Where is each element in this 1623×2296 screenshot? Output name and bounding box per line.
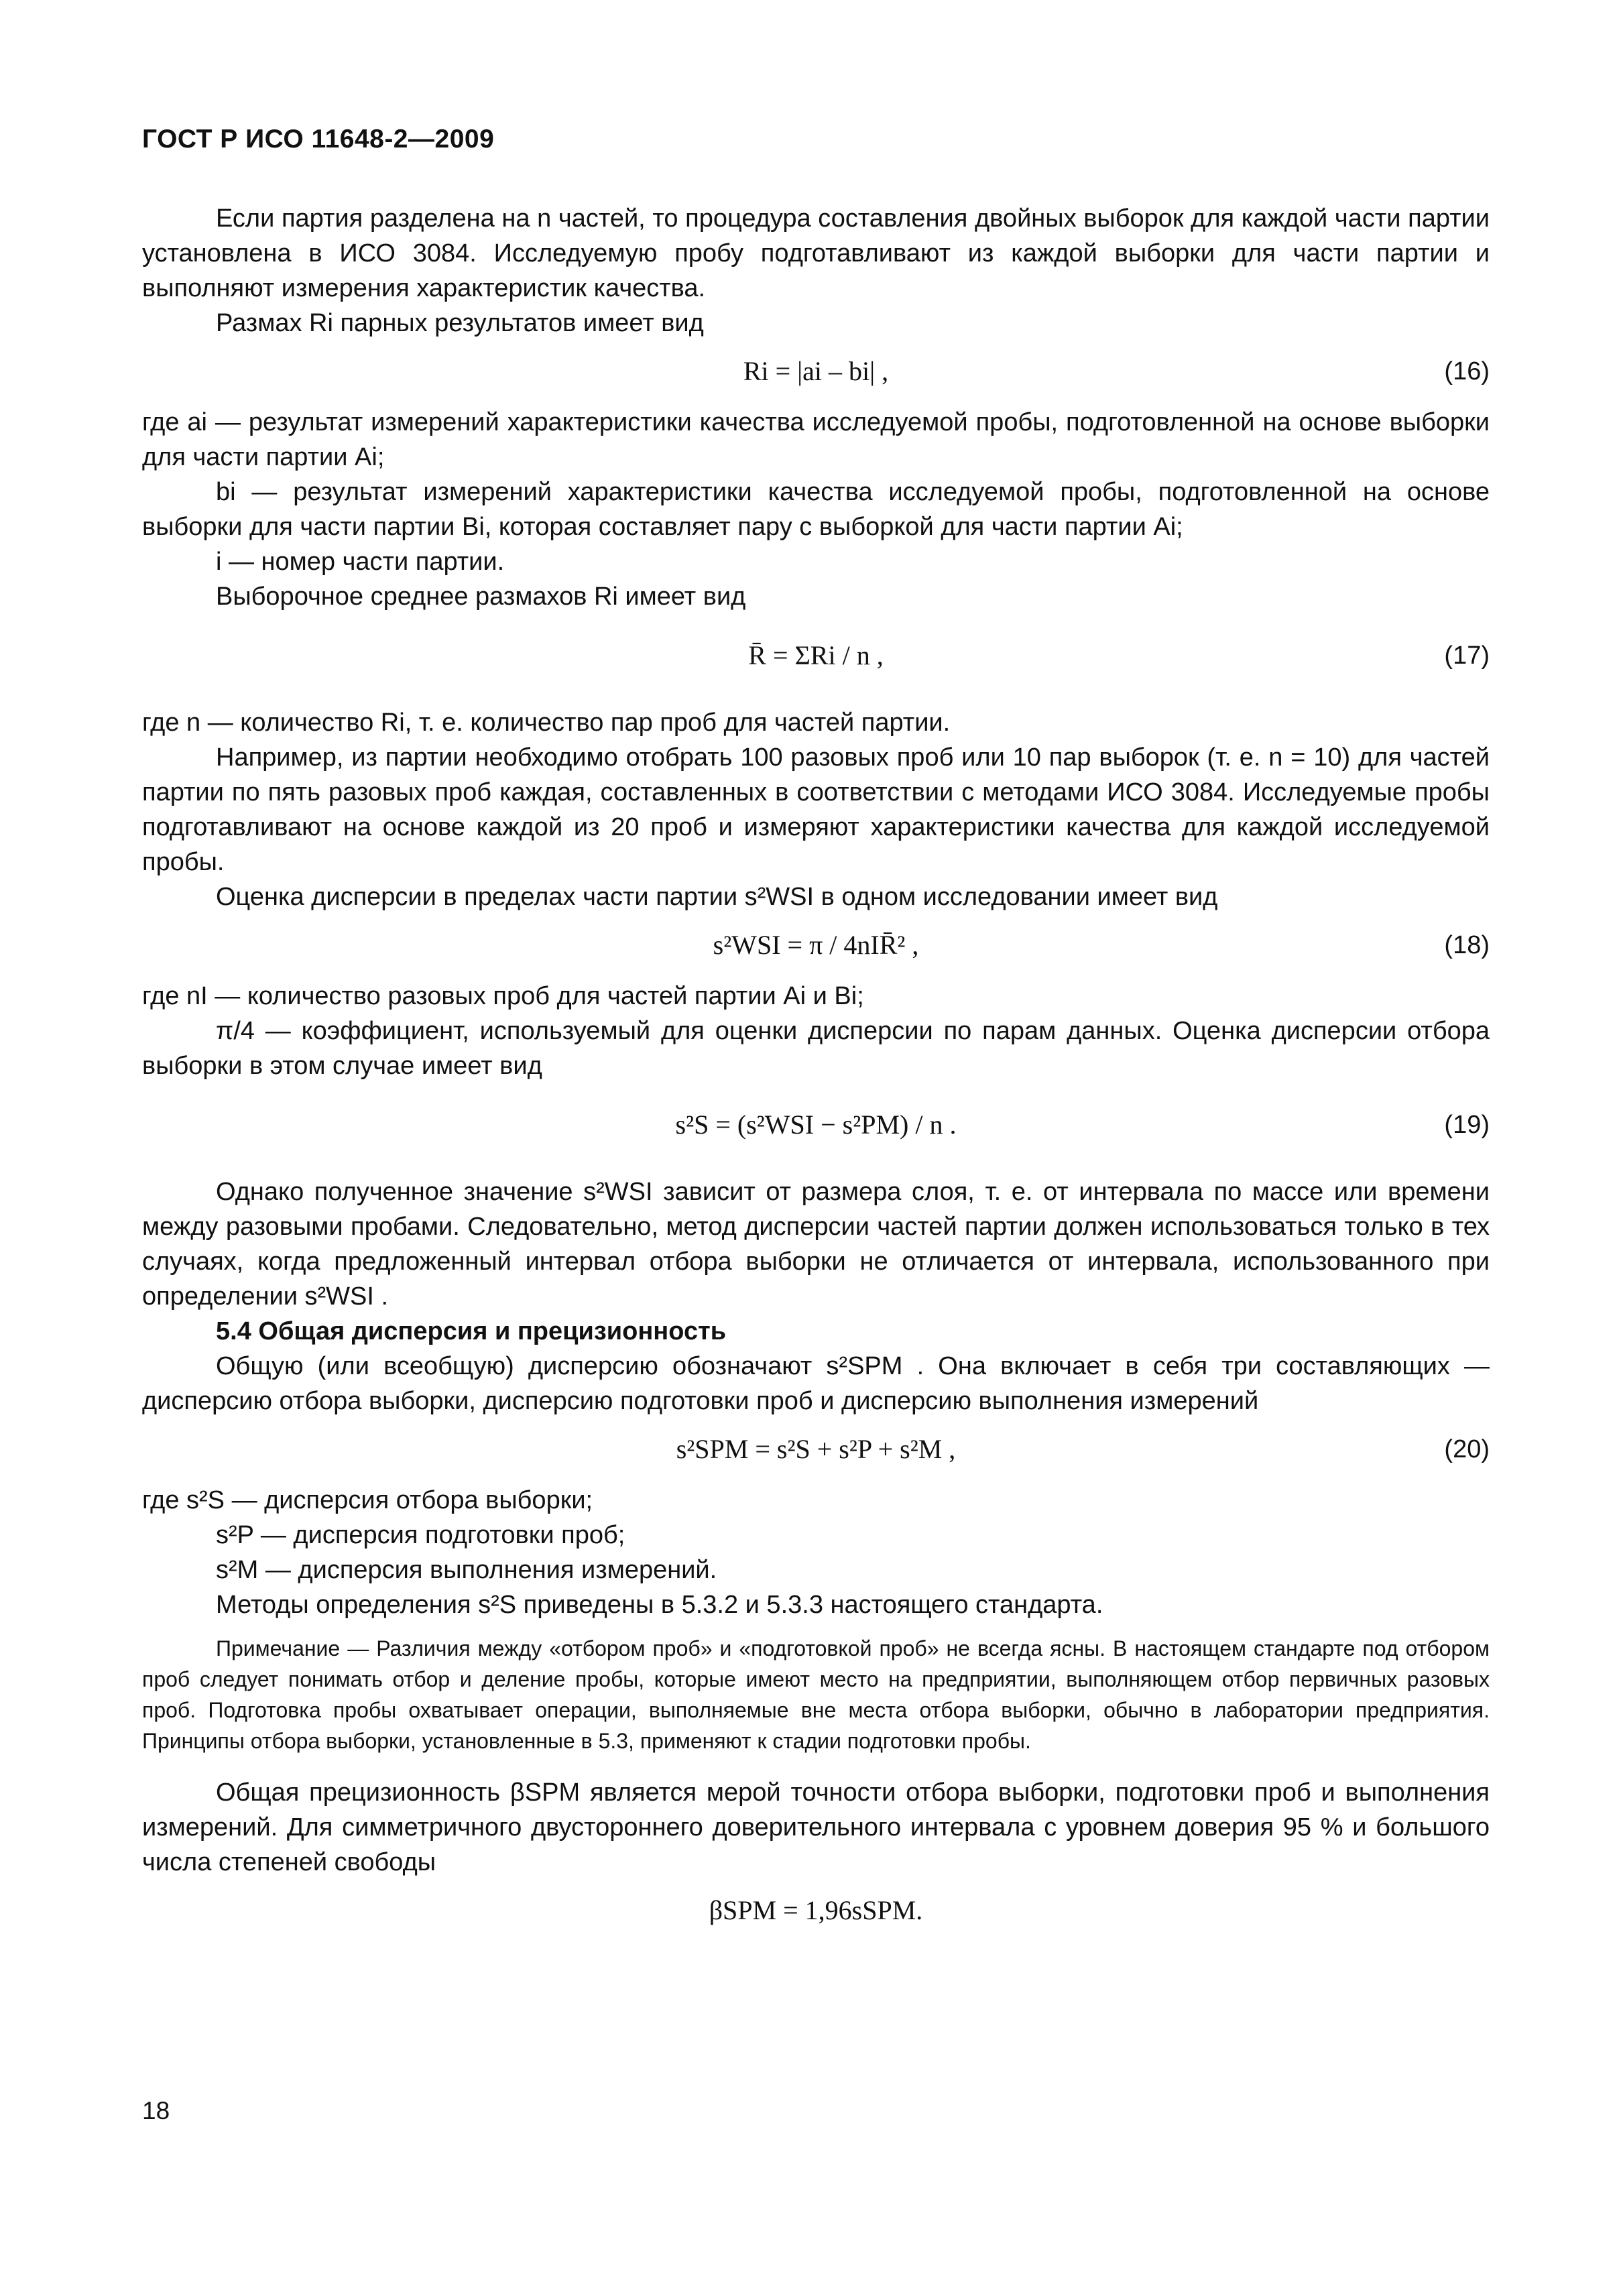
definition-item: s²P — дисперсия подготовки проб; <box>216 1521 625 1549</box>
paragraph: Общая прецизионность βSPM является мерой точности отбора выборки, подготовки проб и выполнения измерений. Для симметричного двустороннего доверительного интервала с уровнем доверия 95 % и большого числа степеней свободы <box>142 1778 1490 1876</box>
definition-item: s²M — дисперсия выполнения измерений. <box>216 1556 717 1584</box>
page-number: 18 <box>142 2097 170 2124</box>
equation-beta <box>142 1880 1490 1932</box>
paragraph: Размах Ri парных результатов имеет вид <box>216 309 704 337</box>
formula: βSPM = 1,96sSPM. <box>709 1895 923 1925</box>
formula: s²S = (s²WSI − s²PM) / n . <box>675 1109 957 1140</box>
equation-number: (19) <box>1444 1111 1490 1139</box>
equation-19 <box>142 1083 1490 1174</box>
paragraph: Если партия разделена на n частей, то процедура составления двойных выборок для каждой части партии установлена в ИСО 3084. Исследуемую пробу подготавливают из каждой выборки для части партии и выполняют измерения характеристик качества. <box>142 204 1490 302</box>
definition-item: где ai — результат измерений характеристики качества исследуемой пробы, подготовленной на основе выборки для части партии Ai; <box>142 408 1490 471</box>
equation-number: (16) <box>1444 357 1490 385</box>
formula: s²WSI = π / 4nIR̄² , <box>713 930 919 960</box>
equation-number: (17) <box>1444 642 1490 670</box>
equation-number: (20) <box>1444 1435 1490 1463</box>
paragraph: Методы определения s²S приведены в 5.3.2 и 5.3.3 настоящего стандарта. <box>216 1591 1103 1619</box>
definition-item: где nI — количество разовых проб для частей партии Ai и Bi; <box>142 982 864 1010</box>
equation-17 <box>142 614 1490 705</box>
formula: R̄ = ΣRi / n , <box>748 640 884 670</box>
definition-item: i — номер части партии. <box>216 548 505 576</box>
paragraph: Например, из партии необходимо отобрать 100 разовых проб или 10 пар выборок (т. е. n = 10) для частей партии по пять разовых проб каждая, составленных в соответствии с методами ИСО 3084. Исследуемые пробы подготавливают на основе каждой из 20 проб и измеряют характеристики качества для каждой исследуемой пробы. <box>142 743 1490 876</box>
paragraph: Общую (или всеобщую) дисперсию обозначают s²SPM . Она включает в себя три составляющих — дисперсию отбора выборки, дисперсию подготовки проб и дисперсию выполнения измерений <box>142 1352 1490 1415</box>
definition-item: где n — количество Ri, т. е. количество пар проб для частей партии. <box>142 709 951 737</box>
document-body <box>142 201 1490 1932</box>
equation-number: (18) <box>1444 931 1490 959</box>
equation-20 <box>142 1418 1490 1483</box>
note: Примечание — Различия между «отбором проб» и «подготовкой проб» не всегда ясны. В настоящем стандарте под отбором проб следует понимать отбор и деление пробы, которые имеют место на предприятии, выполняющем отбор первичных разовых проб. Подготовка пробы охватывает операции, выполняемые вне места отбора выборки, обычно в лаборатории предприятия. Принципы отбора выборки, установленные в 5.3, применяют к стадии подготовки пробы. <box>142 1636 1490 1753</box>
equation-16 <box>142 341 1490 405</box>
formula: Ri = |ai – bi| , <box>743 356 889 386</box>
paragraph: Оценка дисперсии в пределах части партии s²WSI в одном исследовании имеет вид <box>216 883 1218 911</box>
document-header: ГОСТ Р ИСО 11648-2—2009 <box>142 125 495 154</box>
paragraph: Выборочное среднее размахов Ri имеет вид <box>216 583 746 611</box>
paragraph: Однако полученное значение s²WSI зависит от размера слоя, т. е. от интервала по массе или времени между разовыми пробами. Следовательно, метод дисперсии частей партии должен использоваться только в тех случаях, когда предложенный интервал отбора выборки не отличается от интервала, использованного при определении s²WSI . <box>142 1178 1490 1311</box>
formula: s²SPM = s²S + s²P + s²M , <box>676 1434 956 1464</box>
definition-item: bi — результат измерений характеристики качества исследуемой пробы, подготовленной на основе выборки для части партии Bi, которая составляет пару с выборкой для части партии Ai; <box>142 478 1490 541</box>
section-heading: 5.4 Общая дисперсия и прецизионность <box>216 1317 727 1345</box>
definition-item: где s²S — дисперсия отбора выборки; <box>142 1486 593 1514</box>
equation-18 <box>142 914 1490 979</box>
definition-item: π/4 — коэффициент, используемый для оценки дисперсии по парам данных. Оценка дисперсии отбора выборки в этом случае имеет вид <box>142 1017 1490 1080</box>
